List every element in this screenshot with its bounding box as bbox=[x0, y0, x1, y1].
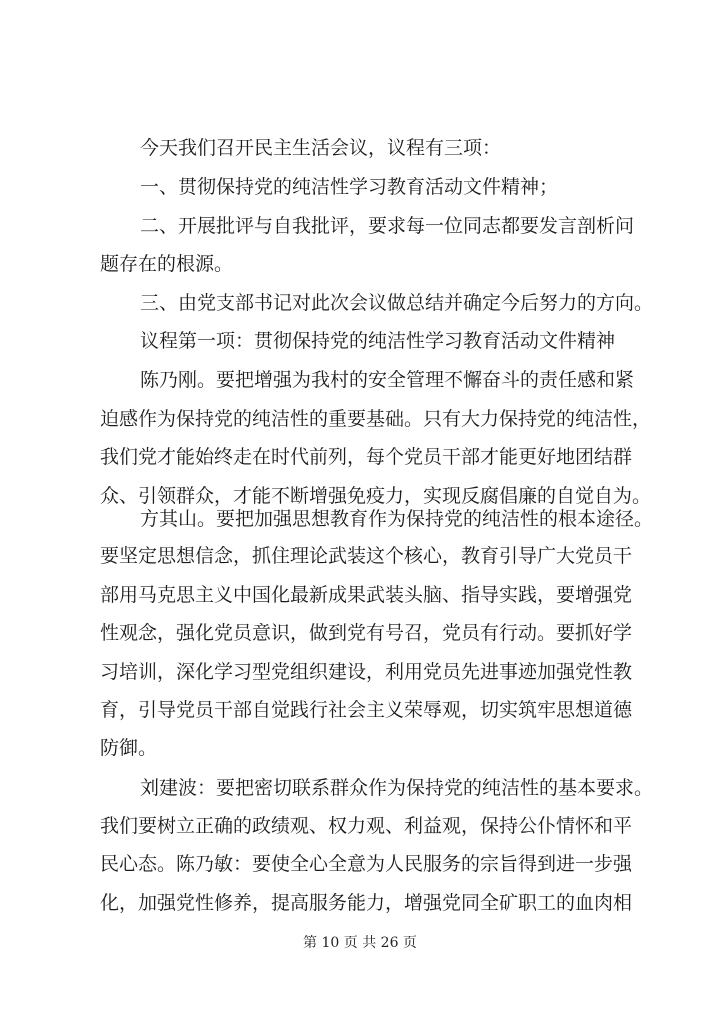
text-line: 我们要树立正确的政绩观、权力观、利益观，保持公仆情怀和平 bbox=[100, 815, 633, 837]
text-line: 防御。 bbox=[100, 737, 158, 759]
text-line: 要坚定思想信念，抓住理论武装这个核心，教育引导广大党员干 bbox=[100, 545, 633, 567]
text-line: 育，引导党员干部自觉践行社会主义荣辱观，切实筑牢思想道德 bbox=[100, 699, 633, 721]
text-line: 化，加强党性修养，提高服务能力，增强党同全矿职工的血肉相 bbox=[100, 892, 633, 914]
text-line: 性观念，强化党员意识，做到党有号召，党员有行动。要抓好学 bbox=[100, 622, 633, 644]
text-line: 我们党才能始终走在时代前列，每个党员干部才能更好地团结群 bbox=[100, 446, 633, 468]
section-heading: 议程第一项：贯彻保持党的纯洁性学习教育活动文件精神 bbox=[140, 330, 616, 352]
page-number-footer: 第 10 页 共 26 页 bbox=[303, 935, 417, 951]
text-line: 今天我们召开民主生活会议，议程有三项： bbox=[140, 137, 502, 159]
text-line: 刘建波：要把密切联系群众作为保持党的纯洁性的基本要求。 bbox=[140, 777, 654, 799]
text-line: 众、引领群众，才能不断增强免疫力，实现反腐倡廉的自觉自为。 bbox=[100, 485, 652, 507]
text-line: 一、贯彻保持党的纯洁性学习教育活动文件精神； bbox=[140, 176, 559, 198]
text-line: 二、开展批评与自我批评，要求每一位同志都要发言剖析问 bbox=[140, 215, 635, 237]
text-line: 题存在的根源。 bbox=[100, 253, 234, 275]
text-line: 部用马克思主义中国化最新成果武装头脑、指导实践，要增强党 bbox=[100, 584, 633, 606]
text-line: 三、由党支部书记对此次会议做总结并确定今后努力的方向。 bbox=[140, 292, 654, 314]
text-line: 方其山。要把加强思想教育作为保持党的纯洁性的根本途径。 bbox=[140, 508, 654, 530]
text-line: 迫感作为保持党的纯洁性的重要基础。只有大力保持党的纯洁性， bbox=[100, 408, 652, 430]
text-line: 陈乃刚。要把增强为我村的安全管理不懈奋斗的责任感和紧 bbox=[140, 369, 635, 391]
text-line: 民心态。陈乃敏：要使全心全意为人民服务的宗旨得到进一步强 bbox=[100, 853, 633, 875]
text-line: 习培训，深化学习型党组织建设，利用党员先进事迹加强党性教 bbox=[100, 661, 633, 683]
